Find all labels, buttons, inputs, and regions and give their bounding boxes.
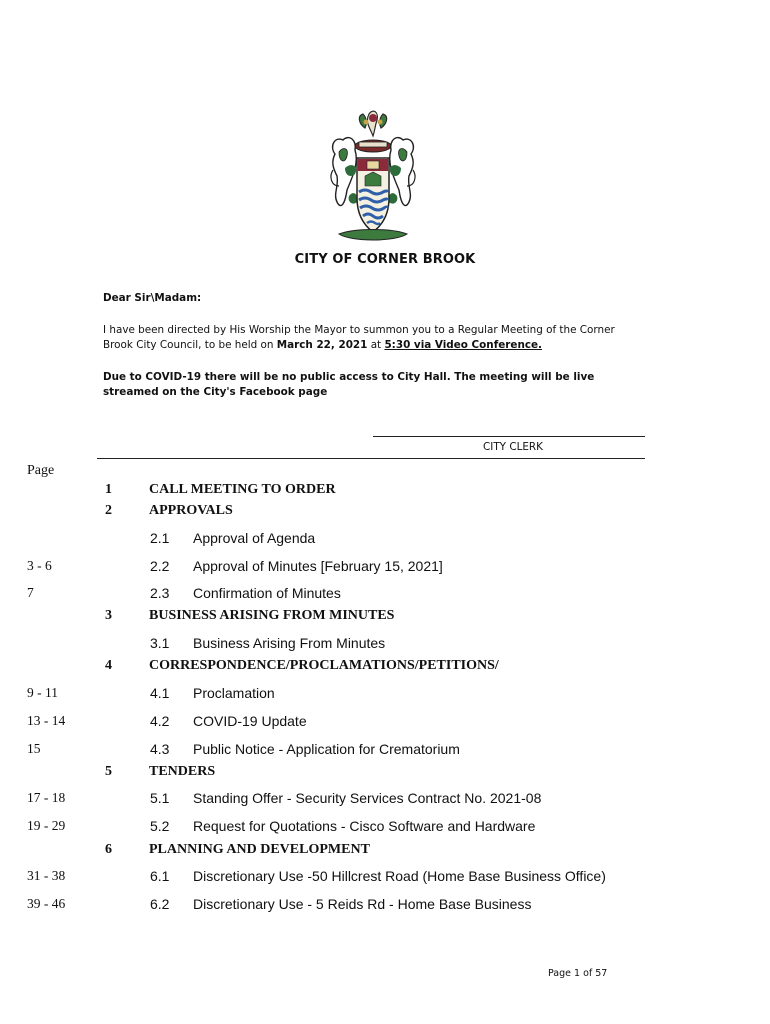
agenda-item-number: 4.3 xyxy=(150,741,170,757)
agenda-row xyxy=(0,818,770,840)
organization-title: CITY OF CORNER BROOK xyxy=(294,252,476,267)
agenda-page: 17 - 18 xyxy=(27,790,66,805)
agenda-item-title: Proclamation xyxy=(193,685,275,701)
agenda-item-number: 4.2 xyxy=(150,713,170,729)
agenda-item-title: Discretionary Use - 5 Reids Rd - Home Base Business xyxy=(193,896,532,912)
agenda-page: 31 - 38 xyxy=(27,868,66,883)
agenda-row xyxy=(0,713,770,735)
agenda-row xyxy=(0,896,770,918)
agenda-item-number: 6.1 xyxy=(150,868,170,884)
agenda-item-number: 3.1 xyxy=(150,635,170,651)
agenda-item-title: Confirmation of Minutes xyxy=(193,585,341,601)
covid-notice: Due to COVID-19 there will be no public access to City Hall. The meeting will be live streamed on the City's Facebook page xyxy=(103,371,595,398)
agenda-section-number: 5 xyxy=(105,764,112,779)
agenda-row xyxy=(0,741,770,763)
agenda-item-title: Request for Quotations - Cisco Software and Hardware xyxy=(193,818,536,834)
agenda-item-number: 2.3 xyxy=(150,585,170,601)
agenda-row xyxy=(0,503,770,525)
salutation: Dear Sir\Madam: xyxy=(103,292,202,304)
meeting-time-place: 5:30 via Video Conference. xyxy=(384,339,542,351)
agenda-page: 9 - 11 xyxy=(27,685,58,700)
agenda-item-title: Public Notice - Application for Crematorium xyxy=(193,741,460,757)
agenda-section-number: 6 xyxy=(105,842,112,857)
agenda-section-number: 4 xyxy=(105,658,112,673)
agenda-section-number: 1 xyxy=(105,482,112,497)
agenda-page: 3 - 6 xyxy=(27,558,52,573)
page-indicator: Page 1 of 57 xyxy=(548,968,608,979)
agenda-page: 39 - 46 xyxy=(27,896,66,911)
agenda-item-number: 2.2 xyxy=(150,558,170,574)
agenda-row xyxy=(0,585,770,607)
agenda-item-title: Discretionary Use -50 Hillcrest Road (Home Base Business Office) xyxy=(193,868,606,884)
agenda-page: 7 xyxy=(27,585,34,600)
city-crest-logo xyxy=(325,106,421,252)
agenda-row xyxy=(0,530,770,552)
agenda-row xyxy=(0,790,770,812)
meeting-date: March 22, 2021 xyxy=(276,339,368,351)
agenda-row xyxy=(0,685,770,707)
agenda-page: 13 - 14 xyxy=(27,713,66,728)
agenda-page: 15 xyxy=(27,741,41,756)
agenda-section-number: 2 xyxy=(105,503,112,518)
agenda-item-title: Standing Offer - Security Services Contract No. 2021-08 xyxy=(193,790,542,806)
signature-line xyxy=(373,436,645,437)
page-column-heading: Page xyxy=(27,463,55,478)
agenda-section-number: 3 xyxy=(105,608,112,623)
agenda-item-title: COVID-19 Update xyxy=(193,713,307,729)
agenda-row xyxy=(0,658,770,680)
agenda-row xyxy=(0,558,770,580)
agenda-row xyxy=(0,482,770,504)
city-clerk-label: CITY CLERK xyxy=(483,441,543,453)
agenda-section-title: CORRESPONDENCE/PROCLAMATIONS/PETITIONS/ xyxy=(149,658,499,673)
agenda-item-number: 6.2 xyxy=(150,896,170,912)
agenda-item-number: 5.2 xyxy=(150,818,170,834)
agenda-row xyxy=(0,608,770,630)
summons-at: at xyxy=(367,339,385,351)
summons-text: I have been directed by His Worship the Mayor to summon you to a Regular Meeting of the Corner Brook City Council, to be held on xyxy=(103,324,615,351)
agenda-section-title: APPROVALS xyxy=(149,503,233,518)
meeting-summons-paragraph xyxy=(103,323,643,353)
divider xyxy=(97,458,645,459)
agenda-item-number: 2.1 xyxy=(150,530,170,546)
agenda-page: 19 - 29 xyxy=(27,818,66,833)
agenda-section-title: TENDERS xyxy=(149,764,216,779)
agenda-item-number: 4.1 xyxy=(150,685,170,701)
agenda-item-title: Approval of Minutes [February 15, 2021] xyxy=(193,558,443,574)
agenda-section-title: CALL MEETING TO ORDER xyxy=(149,482,336,497)
agenda-item-number: 5.1 xyxy=(150,790,170,806)
agenda-section-title: BUSINESS ARISING FROM MINUTES xyxy=(149,608,395,623)
agenda-section-title: PLANNING AND DEVELOPMENT xyxy=(149,842,370,857)
agenda-item-title: Business Arising From Minutes xyxy=(193,635,386,651)
agenda-row xyxy=(0,764,770,786)
agenda-item-title: Approval of Agenda xyxy=(193,530,316,546)
agenda-row xyxy=(0,868,770,890)
agenda-row xyxy=(0,635,770,657)
agenda-row xyxy=(0,842,770,864)
